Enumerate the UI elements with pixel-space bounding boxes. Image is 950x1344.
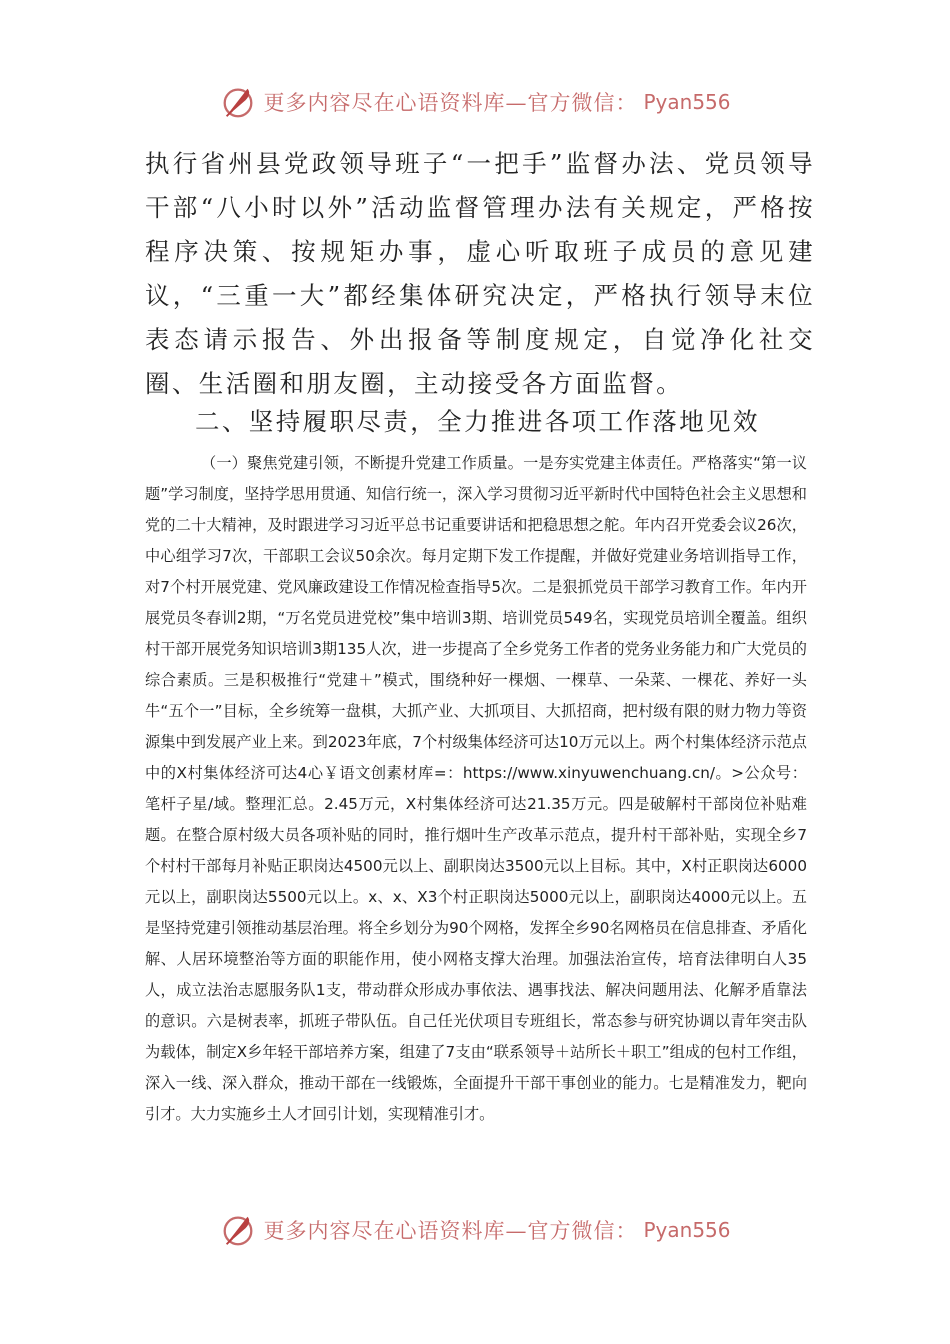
quill-logo-icon [219, 1211, 257, 1249]
body-paragraph-1: 执行省州县党政领导班子“一把手”监督办法、党员领导干部“八小时以外”活动监督管理办法有关规定，严格按程序决策、按规矩办事，虚心听取班子成员的意见建议，“三重一大”都经集体研究决定，严格执行领导末位表态请示报告、外出报备等制度规定，自觉净化社交圈、生活圈和朋友圈，主动接受各方面监督。 [145, 149, 815, 398]
watermark-footer [0, 1208, 950, 1252]
watermark-text: 更多内容尽在心语资料库—官方微信： [263, 1219, 638, 1243]
section-heading-2: 二、坚持履职尽责，全力推进各项工作落地见效 [195, 407, 760, 436]
watermark-header [0, 80, 950, 124]
body-paragraph-2: （一）聚焦党建引领，不断提升党建工作质量。一是夯实党建主体责任。严格落实“第一议题”学习制度，坚持学思用贯通、知信行统一，深入学习贯彻习近平新时代中国特色社会主义思想和党的二十大精神，及时跟进学习习近平总书记重要讲话和把稳思想之舵。年内召开党委会议26次，中心组学习7次，干部职工会议50余次。每月定期下发工作提醒，并做好党建业务培训指导工作，对7个村开展党建、党风廉政建设工作情况检查指导5次。二是狠抓党员干部学习教育工作。年内开展党员冬春训2期，“万名党员进党校”集中培训3期、培训党员549名，实现党员培训全覆盖。组织村干部开展党务知识培训3期135人次，进一步提高了全乡党务工作者的党务业务能力和广大党员的综合素质。三是积极推行“党建＋”模式，围绕种好一棵烟、一棵草、一朵菜、一棵花、养好一头牛“五个一”目标，全乡统筹一盘棋，大抓产业、大抓项目、大抓招商，把村级有限的财力物力等资源集中到发展产业上来。到2023年底，7个村级集体经济可达10万元以上。两个村集体经济示范点中的X村集体经济可达4心￥语文创素材库=：https://www.xinyuwenchuang.cn/。>公众号：笔杆子星/域。整理汇总。2.45万元，X村集体经济可达21.35万元。四是破解村干部岗位补贴难题。在整合原村级大员各项补贴的同时，推行烟叶生产改革示范点，提升村干部补贴，实现全乡7个村村干部每月补贴正职岗达4500元以上、副职岗达3500元以上目标。其中，X村正职岗达6000元以上，副职岗达5500元以上。x、x、X3个村正职岗达5000元以上，副职岗达4000元以上。五是坚持党建引领推动基层治理。将全乡划分为90个网格，发挥全乡90名网格员在信息排查、矛盾化解、人居环境整治等方面的职能作用，使小网格支撑大治理。加强法治宣传，培育法律明白人35人，成立法治志愿服务队1支，带动群众形成办事依法、遇事找法、解决问题用法、化解矛盾靠法的意识。六是树表率，抓班子带队伍。自己任光伏项目专班组长，常态参与研究协调以青年突击队为载体，制定X乡年轻干部培养方案，组建了7支由“联系领导＋站所长＋职工”组成的包村工作组，深入一线、深入群众，推动干部在一线锻炼，全面提升干部干事创业的能力。七是精准发力，靶向引才。大力实施乡土人才回引计划，实现精准引才。 [145, 454, 807, 1123]
quill-logo-icon [219, 83, 257, 121]
watermark-wechat-id: Pyan556 [643, 90, 731, 114]
watermark-wechat-id: Pyan556 [643, 1218, 731, 1242]
watermark-text: 更多内容尽在心语资料库—官方微信： [263, 91, 638, 115]
